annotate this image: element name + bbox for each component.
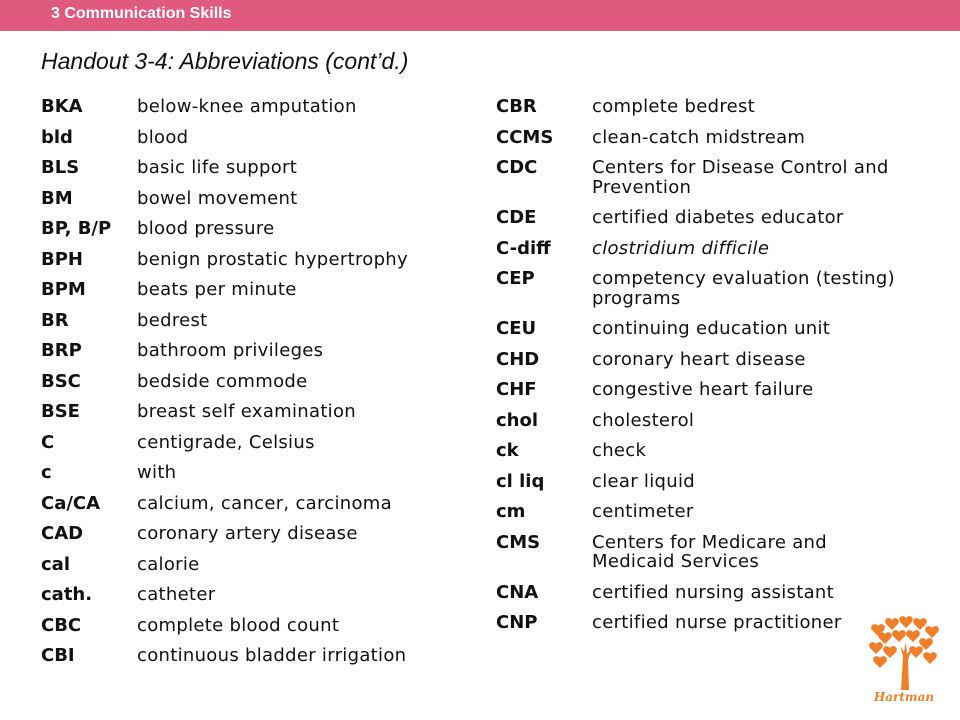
abbreviation-definition: basic life support	[137, 157, 298, 178]
abbreviation-definition: breast self examination	[137, 401, 356, 422]
abbreviation-term: cath.	[41, 584, 93, 605]
abbreviation-term: BPM	[41, 279, 86, 300]
abbreviation-term: BKA	[41, 96, 83, 117]
abbreviation-definition: bathroom privileges	[137, 340, 324, 361]
abbreviation-entry	[41, 185, 461, 216]
abbreviation-term: CBR	[496, 96, 537, 117]
abbreviation-term: chol	[496, 409, 539, 431]
abbreviation-entry	[496, 124, 896, 155]
abbreviation-entry	[496, 407, 896, 438]
abbreviation-definition: complete bedrest	[592, 96, 756, 117]
abbreviation-definition: clean-catch midstream	[592, 126, 806, 148]
abbreviation-term: cal	[41, 553, 70, 575]
abbreviation-list-left	[41, 93, 461, 673]
abbreviation-definition: bedside commode	[137, 370, 308, 392]
abbreviation-entry	[41, 642, 461, 673]
chapter-title: 3 Communication Skills	[51, 5, 232, 22]
abbreviation-entry	[41, 154, 461, 185]
abbreviation-term: cl liq	[496, 470, 545, 492]
abbreviation-entry	[41, 520, 461, 551]
abbreviation-definition: cholesterol	[592, 409, 695, 431]
abbreviation-term: ck	[496, 440, 519, 461]
abbreviation-definition: clostridium difficile	[592, 237, 770, 259]
abbreviation-term: BLS	[41, 157, 80, 178]
abbreviation-definition: check	[592, 440, 647, 461]
abbreviation-entry	[41, 215, 461, 246]
chapter-header-bar	[0, 0, 960, 31]
abbreviation-definition: calcium, cancer, carcinoma	[137, 492, 392, 514]
abbreviation-definition: coronary artery disease	[137, 523, 358, 544]
abbreviation-term: CEP	[496, 268, 535, 289]
abbreviation-definition: with	[137, 462, 177, 483]
abbreviation-term: bld	[41, 126, 73, 148]
abbreviation-term: CBC	[41, 614, 82, 636]
abbreviation-entry	[41, 551, 461, 582]
abbreviation-definition: bedrest	[137, 309, 208, 331]
abbreviation-entry	[41, 429, 461, 460]
abbreviation-entry	[496, 204, 896, 235]
abbreviation-definition: coronary heart disease	[592, 348, 806, 370]
abbreviation-definition: certified diabetes educator	[592, 207, 844, 228]
abbreviation-entry	[41, 124, 461, 155]
abbreviation-entry	[41, 93, 461, 124]
abbreviation-definition: beats per minute	[137, 279, 297, 300]
abbreviation-entry	[496, 376, 896, 407]
abbreviation-definition: bowel movement	[137, 187, 298, 209]
abbreviation-entry	[496, 468, 896, 499]
abbreviation-entry	[496, 529, 896, 579]
publisher-logo-text: Hartman	[873, 690, 935, 704]
abbreviation-entry	[41, 398, 461, 429]
abbreviation-term: BPH	[41, 248, 83, 270]
abbreviation-term: BSE	[41, 401, 80, 422]
abbreviation-definition: centimeter	[592, 501, 694, 522]
abbreviation-term: BRP	[41, 340, 82, 361]
abbreviation-term: CNP	[496, 612, 538, 633]
abbreviation-entry	[41, 490, 461, 521]
abbreviation-definition: centigrade, Celsius	[137, 431, 315, 453]
abbreviation-term: CCMS	[496, 126, 554, 148]
abbreviation-definition: complete blood count	[137, 614, 340, 636]
abbreviation-definition: certified nursing assistant	[592, 581, 834, 603]
abbreviation-term: BM	[41, 187, 73, 209]
abbreviation-term: CBI	[41, 645, 75, 666]
abbreviation-term: CDE	[496, 207, 537, 228]
abbreviation-definition: continuing education unit	[592, 318, 831, 339]
abbreviation-definition: clear liquid	[592, 470, 695, 492]
abbreviation-entry	[41, 246, 461, 277]
page-title: Handout 3-4: Abbreviations (cont’d.)	[41, 48, 409, 74]
abbreviation-term: BP, B/P	[41, 218, 112, 239]
abbreviation-entry	[496, 437, 896, 468]
abbreviation-term: CEU	[496, 318, 537, 339]
abbreviation-entry	[496, 265, 896, 315]
abbreviation-entry	[41, 459, 461, 490]
abbreviation-definition: Centers for Medicare and Medicaid Services	[592, 531, 827, 572]
abbreviation-term: CNA	[496, 581, 539, 603]
abbreviation-entry	[496, 154, 896, 204]
abbreviation-entry	[496, 579, 896, 610]
abbreviation-term: CDC	[496, 157, 538, 178]
abbreviation-definition: blood	[137, 126, 189, 148]
abbreviation-term: CHF	[496, 379, 537, 400]
abbreviation-definition: catheter	[137, 584, 216, 605]
abbreviation-entry	[41, 612, 461, 643]
abbreviation-definition: Centers for Disease Control and Prevention	[592, 157, 889, 198]
abbreviation-term: BSC	[41, 370, 81, 392]
abbreviation-term: Ca/CA	[41, 492, 101, 514]
abbreviation-entry	[496, 346, 896, 377]
abbreviation-term: BR	[41, 309, 69, 331]
abbreviation-entry	[41, 276, 461, 307]
abbreviation-entry	[496, 315, 896, 346]
abbreviation-term: c	[41, 462, 52, 483]
abbreviation-definition: continuous bladder irrigation	[137, 645, 407, 666]
abbreviation-term: cm	[496, 501, 526, 522]
abbreviation-definition: competency evaluation (testing) programs	[592, 268, 895, 309]
abbreviation-term: C	[41, 431, 55, 453]
abbreviation-entry	[41, 307, 461, 338]
abbreviation-list-right	[496, 93, 896, 640]
abbreviation-definition: certified nurse practitioner	[592, 612, 842, 633]
abbreviation-definition: congestive heart failure	[592, 379, 814, 400]
abbreviation-definition: blood pressure	[137, 218, 275, 239]
abbreviation-definition: below-knee amputation	[137, 96, 357, 117]
abbreviation-term: C-diff	[496, 237, 551, 259]
abbreviation-entry	[496, 93, 896, 124]
abbreviation-definition: benign prostatic hypertrophy	[137, 248, 408, 270]
abbreviation-term: CMS	[496, 531, 541, 553]
abbreviation-entry	[496, 609, 896, 640]
abbreviation-entry	[41, 368, 461, 399]
abbreviation-definition: calorie	[137, 553, 200, 575]
abbreviation-entry	[496, 498, 896, 529]
abbreviation-term: CAD	[41, 523, 84, 544]
abbreviation-entry	[496, 235, 896, 266]
abbreviation-entry	[41, 337, 461, 368]
abbreviation-entry	[41, 581, 461, 612]
abbreviation-term: CHD	[496, 348, 540, 370]
